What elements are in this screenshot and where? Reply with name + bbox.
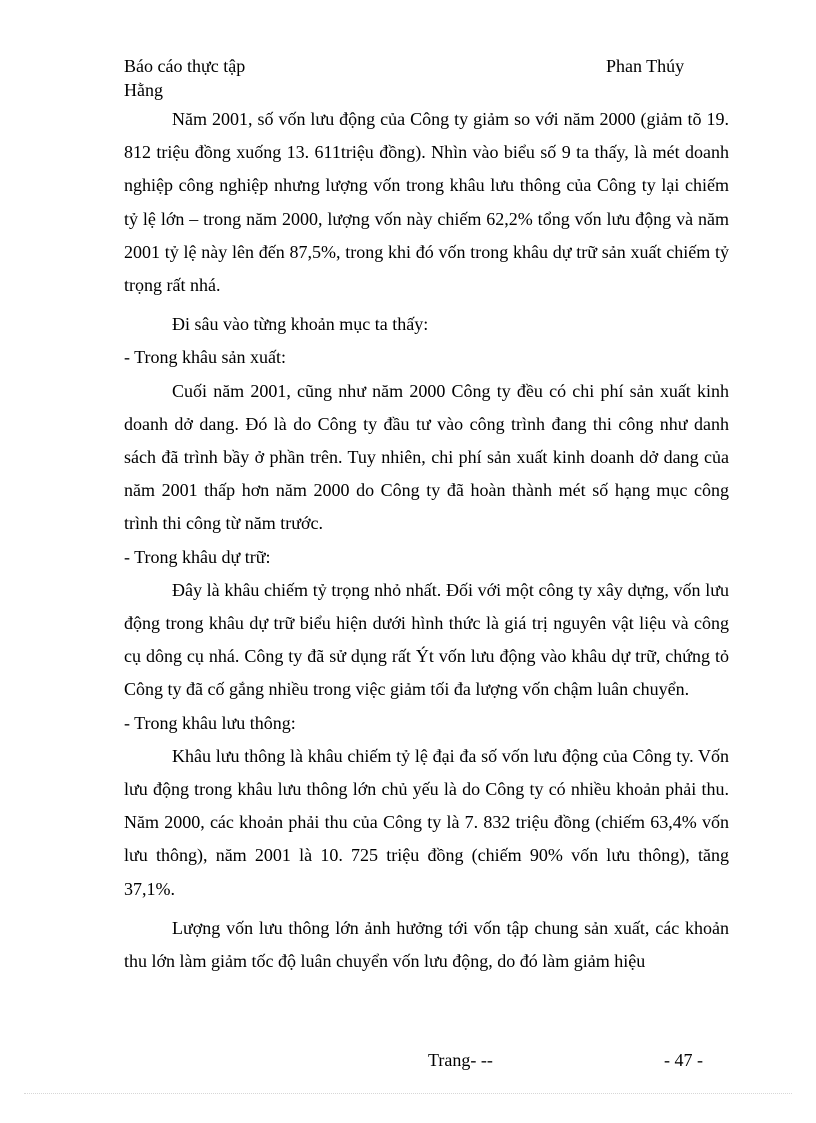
section-heading-circulation: - Trong khâu lưu thông: [124,712,296,733]
header-left-text: Báo cáo thực tập Hằng [124,56,246,100]
document-body [124,103,729,978]
paragraph-production: Cuối năm 2001, cũng như năm 2000 Công ty đều có chi phí sản xuất kinh doanh dở dang. Đó là do Công ty đầu tư vào công trình đang thi công như danh sách đã trình bầy ở phần trên. Tuy nhiên, chi phí sản xuất kinh doanh dở dang của năm 2001 thấp hơn năm 2000 do Công ty đã hoàn thành mét số hạng mục công trình thi công từ năm trước. [124,380,729,534]
footer-page-label: Trang- -- [428,1050,493,1070]
paragraph-circulation-effect: Lượng vốn lưu thông lớn ảnh hưởng tới vốn tập chung sản xuất, các khoản thu lớn làm giảm tốc độ luân chuyển vốn lưu động, do đó làm giảm hiệu [124,917,729,972]
section-heading-production: - Trong khâu sản xuất: [124,347,286,368]
paragraph-circulation: Khâu lưu thông là khâu chiếm tỷ lệ đại đa số vốn lưu động của Công ty. Vốn lưu động trong khâu lưu thông lớn chủ yếu là do Công ty có nhiều khoản phải thu. Năm 2000, các khoản phải thu của Công ty là 7. 832 triệu đồng (chiếm 63,4% vốn lưu thông), năm 2001 là 10. 725 triệu đồng (chiếm 90% vốn lưu thông), tăng 37,1%. [124,745,729,899]
paragraph-capital-decrease: Năm 2001, số vốn lưu động của Công ty giảm so với năm 2000 (giảm tõ 19. 812 triệu đồng xuống 13. 611triệu đồng). Nhìn vào biểu số 9 ta thấy, là mét doanh nghiệp công nghiệp nhưng lượng vốn trong khâu lưu thông của Công ty lại chiếm tỷ lệ lớn – trong năm 2000, lượng vốn này chiếm 62,2% tổng vốn lưu động và năm 2001 tỷ lệ này lên đến 87,5%, trong khi đó vốn trong khâu dự trữ sản xuất chiếm tỷ trọng rất nhá. [124,109,729,296]
paragraph-reserve: Đây là khâu chiếm tỷ trọng nhỏ nhất. Đối với một công ty xây dựng, vốn lưu động trong khâu dự trữ biểu hiện dưới hình thức là giá trị nguyên vật liệu và công cụ dông cụ nhá. Công ty đã sử dụng rất Ýt vốn lưu động vào khâu dự trữ, chứng tỏ Công ty đã cố gắng nhiều trong việc giảm tối đa lượng vốn chậm luân chuyển. [124,579,729,700]
section-heading-reserve: - Trong khâu dự trữ: [124,546,271,567]
page-bottom-divider [24,1093,792,1094]
header-right-text: Phan Thúy [606,56,685,76]
page-number: - 47 - [664,1050,703,1070]
paragraph-detail-intro: Đi sâu vào từng khoản mục ta thấy: [172,314,429,335]
